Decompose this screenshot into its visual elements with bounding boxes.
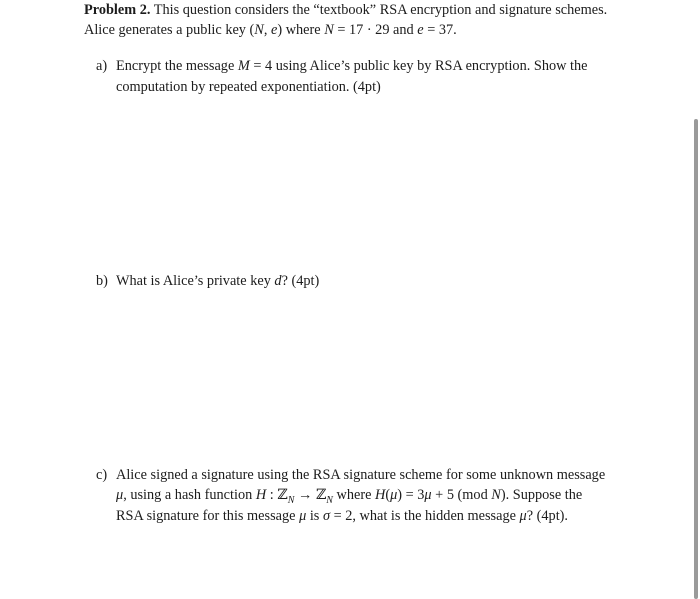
part-a-text: = 4 using Alice’s public key by RSA encryption. Show the	[249, 58, 588, 74]
part-c-line-3	[116, 506, 568, 526]
part-c-line-1: Alice signed a signature using the RSA signature scheme for some unknown message	[116, 467, 606, 483]
part-b-line	[116, 271, 319, 291]
part-c-text: + 5 (mod	[431, 487, 492, 503]
part-c-text: ) = 3	[397, 487, 425, 503]
part-c-text: (	[385, 487, 391, 503]
math-var: μ	[116, 487, 124, 503]
part-b-text: ? (4pt)	[281, 273, 320, 289]
math-var: μ	[299, 508, 307, 524]
math-var: e	[271, 22, 278, 38]
part-c-text: is	[306, 508, 323, 524]
part-c-label: c)	[96, 467, 108, 483]
math-var: H	[375, 487, 386, 503]
math-var: N	[491, 487, 501, 503]
math-subscript: N	[326, 494, 333, 506]
part-c-text: RSA signature for this message	[116, 508, 300, 524]
problem-intro-line-1: Problem 2. This question considers the “textbook” RSA encryption and signature schemes.	[84, 2, 608, 18]
math-var: μ	[390, 487, 398, 503]
math-var: d	[274, 273, 282, 289]
part-b-text: What is Alice’s private key	[116, 273, 275, 289]
part-a-label: a)	[96, 58, 108, 74]
intro-text: ) where	[277, 22, 325, 38]
math-var: σ	[322, 508, 330, 524]
problem-intro-line-2	[84, 20, 457, 40]
intro-text: = 17 · 29 and	[333, 22, 418, 38]
math-var: H	[255, 487, 267, 503]
part-b-label: b)	[96, 273, 108, 289]
problem-intro-text: This question considers the “textbook” RSA encryption and signature schemes.	[153, 2, 608, 18]
math-var: N	[324, 22, 334, 38]
math-var: μ	[424, 487, 432, 503]
math-var: μ	[519, 508, 527, 524]
intro-text: ,	[263, 22, 271, 38]
part-c-text: : ℤ	[266, 487, 288, 503]
part-c-text: where	[332, 487, 376, 503]
intro-text: = 37.	[423, 22, 457, 38]
part-c-text: → ℤ	[294, 487, 327, 503]
part-c-text: ). Suppose the	[500, 487, 583, 503]
part-a-line-2: computation by repeated exponentiation. (4pt)	[116, 79, 381, 95]
math-var: N	[254, 22, 264, 38]
part-c-text: ? (4pt).	[526, 508, 569, 524]
math-var: e	[417, 22, 424, 38]
part-a-line-1	[116, 56, 587, 76]
math-var: M	[237, 58, 250, 74]
problem-heading: Problem 2	[84, 2, 147, 18]
part-a-text: Encrypt the message	[116, 58, 238, 74]
part-c-text: = 2, what is the hidden message	[330, 508, 520, 524]
part-c-text: , using a hash function	[123, 487, 256, 503]
intro-text: Alice generates a public key (	[84, 22, 255, 38]
vertical-scrollbar[interactable]	[694, 119, 698, 599]
math-subscript: N	[287, 494, 295, 506]
